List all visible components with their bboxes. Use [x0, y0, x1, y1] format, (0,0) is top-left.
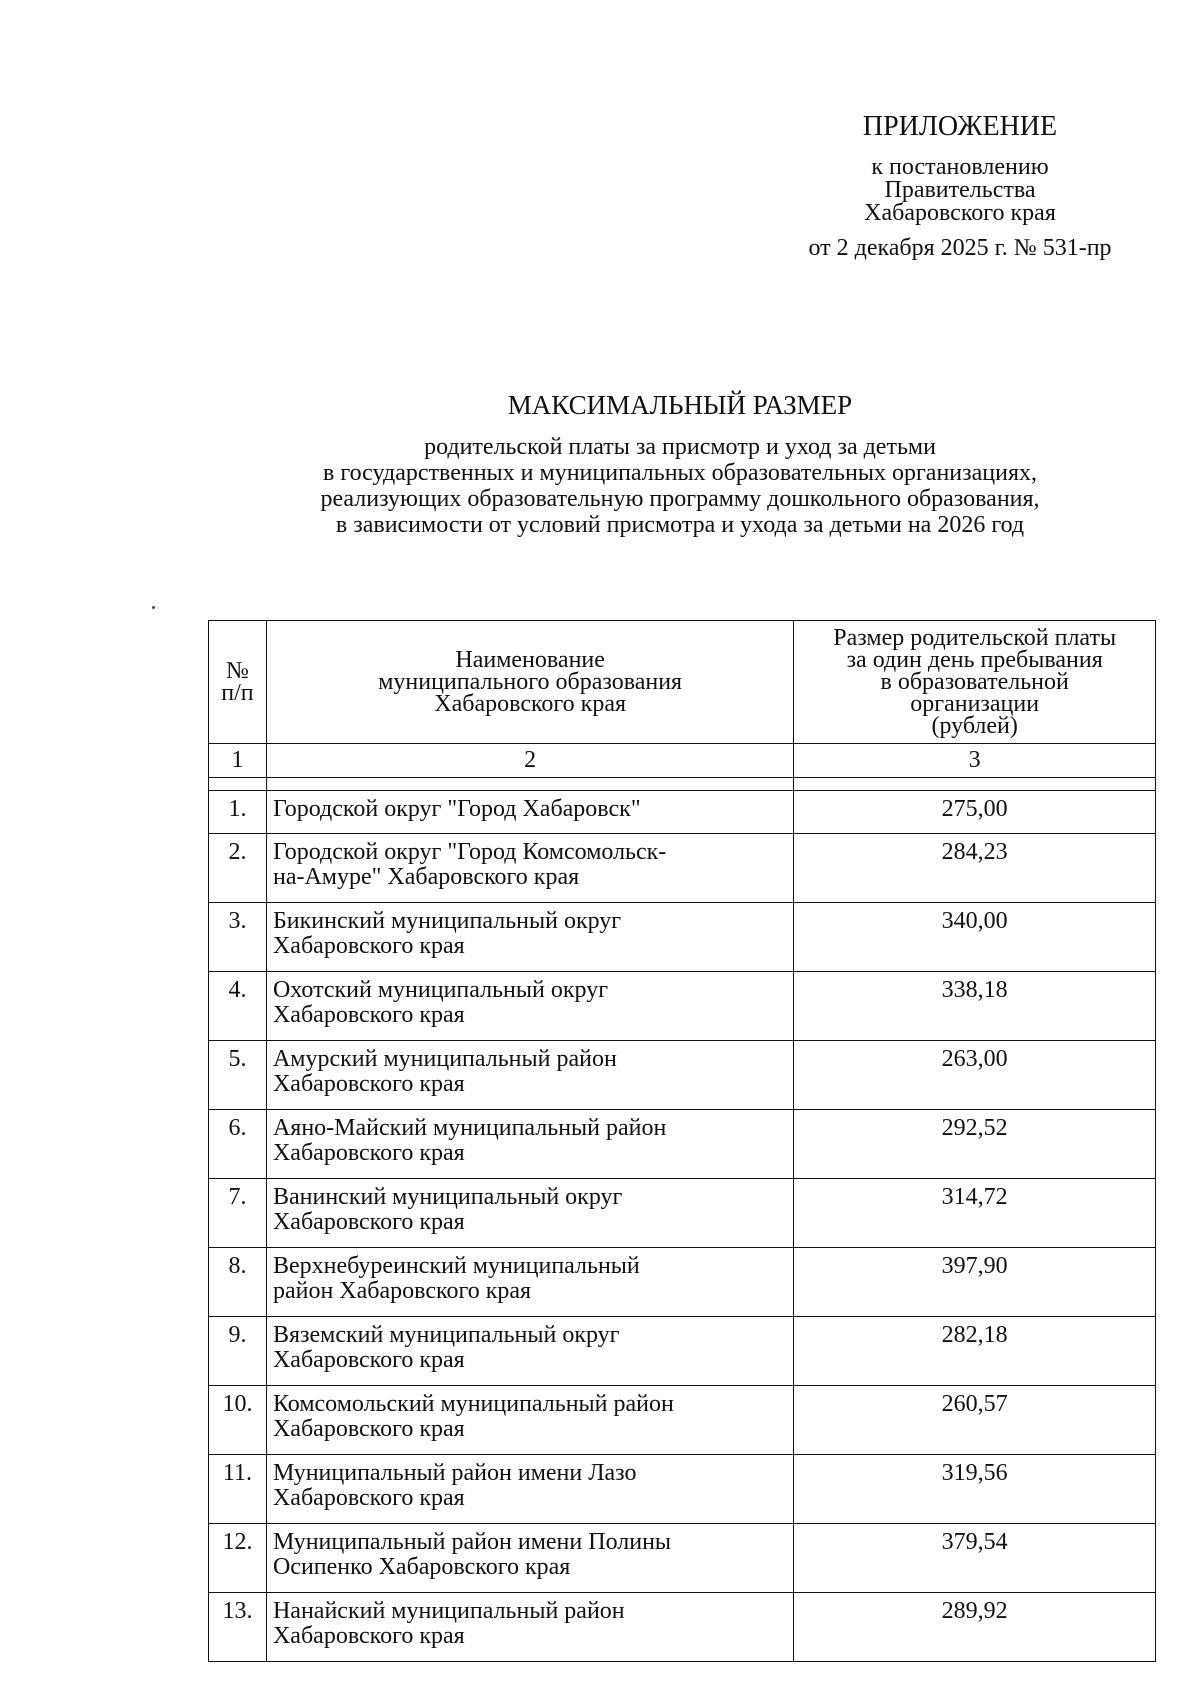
municipality-name: Муниципальный район имени Полины Осипенко Хабаровского края [266, 1524, 793, 1593]
fees-table [208, 620, 1156, 1662]
municipality-name: Вяземский муниципальный округ Хабаровского края [266, 1317, 793, 1386]
fee-value: 263,00 [794, 1041, 1156, 1110]
table-row [209, 972, 1156, 1041]
table-row [209, 1455, 1156, 1524]
row-number: 10. [209, 1386, 267, 1455]
header-num: № п/п [209, 621, 267, 744]
fee-value: 319,56 [794, 1455, 1156, 1524]
table-row [209, 1524, 1156, 1593]
fee-value: 397,90 [794, 1248, 1156, 1317]
municipality-name: Комсомольский муниципальный район Хабаровского края [266, 1386, 793, 1455]
table-row [209, 1248, 1156, 1317]
fee-value: 284,23 [794, 834, 1156, 903]
row-number: 13. [209, 1593, 267, 1662]
appendix-line: Правительства [884, 177, 1036, 203]
table-row [209, 1179, 1156, 1248]
row-number: 9. [209, 1317, 267, 1386]
header-fee: Размер родительской платы за один день пребывания в образовательной организации (рублей) [794, 621, 1156, 744]
row-number: 5. [209, 1041, 267, 1110]
municipality-name: Ванинский муниципальный округ Хабаровского края [266, 1179, 793, 1248]
table-row [209, 903, 1156, 972]
municipality-name: Муниципальный район имени Лазо Хабаровского края [266, 1455, 793, 1524]
row-number: 6. [209, 1110, 267, 1179]
row-number: 7. [209, 1179, 267, 1248]
column-number: 3 [794, 744, 1156, 778]
table-row [209, 1386, 1156, 1455]
title-line: реализующих образовательную программу дошкольного образования, [320, 486, 1040, 512]
table-row [209, 834, 1156, 903]
title-line: родительской платы за присмотр и уход за детьми [424, 434, 936, 460]
table-row [209, 791, 1156, 834]
appendix-block [700, 110, 1200, 260]
fee-value: 282,18 [794, 1317, 1156, 1386]
appendix-line: Хабаровского края [864, 200, 1056, 226]
table-header-row [209, 621, 1156, 744]
table-row [209, 1317, 1156, 1386]
header-name: Наименование муниципального образования Хабаровского края [266, 621, 793, 744]
fee-value: 340,00 [794, 903, 1156, 972]
fee-value: 292,52 [794, 1110, 1156, 1179]
municipality-name: Охотский муниципальный округ Хабаровского края [266, 972, 793, 1041]
row-number: 2. [209, 834, 267, 903]
municipality-name: Верхнебуреинский муниципальный район Хабаровского края [266, 1248, 793, 1317]
municipality-name: Городской округ "Город Комсомольск- на-Амуре" Хабаровского края [266, 834, 793, 903]
fee-value: 275,00 [794, 791, 1156, 834]
document-title [180, 388, 1180, 538]
fee-value: 338,18 [794, 972, 1156, 1041]
fee-value: 379,54 [794, 1524, 1156, 1593]
table-row [209, 1110, 1156, 1179]
fee-value: 260,57 [794, 1386, 1156, 1455]
column-number: 2 [266, 744, 793, 778]
row-number: 11. [209, 1455, 267, 1524]
row-number: 1. [209, 791, 267, 834]
municipality-name: Городской округ "Город Хабаровск" [266, 791, 793, 834]
table-row [209, 1593, 1156, 1662]
table-spacer [209, 778, 1156, 791]
municipality-name: Бикинский муниципальный округ Хабаровского края [266, 903, 793, 972]
municipality-name: Аяно-Майский муниципальный район Хабаровского края [266, 1110, 793, 1179]
appendix-heading: ПРИЛОЖЕНИЕ [862, 111, 1058, 142]
row-number: 4. [209, 972, 267, 1041]
row-number: 3. [209, 903, 267, 972]
column-number-row [209, 744, 1156, 778]
fee-value: 314,72 [794, 1179, 1156, 1248]
title-line: в зависимости от условий присмотра и ухода за детьми на 2026 год [335, 512, 1025, 538]
title-line: в государственных и муниципальных образовательных организациях, [323, 460, 1037, 486]
table-row [209, 1041, 1156, 1110]
appendix-date: от 2 декабря 2025 г. № 531-пр [808, 235, 1112, 261]
title-main: МАКСИМАЛЬНЫЙ РАЗМЕР [507, 390, 853, 420]
row-number: 12. [209, 1524, 267, 1593]
fee-value: 289,92 [794, 1593, 1156, 1662]
municipality-name: Нанайский муниципальный район Хабаровского края [266, 1593, 793, 1662]
scan-speck [152, 606, 155, 609]
appendix-line: к постановлению [871, 154, 1049, 180]
municipality-name: Амурский муниципальный район Хабаровского края [266, 1041, 793, 1110]
row-number: 8. [209, 1248, 267, 1317]
column-number: 1 [209, 744, 267, 778]
